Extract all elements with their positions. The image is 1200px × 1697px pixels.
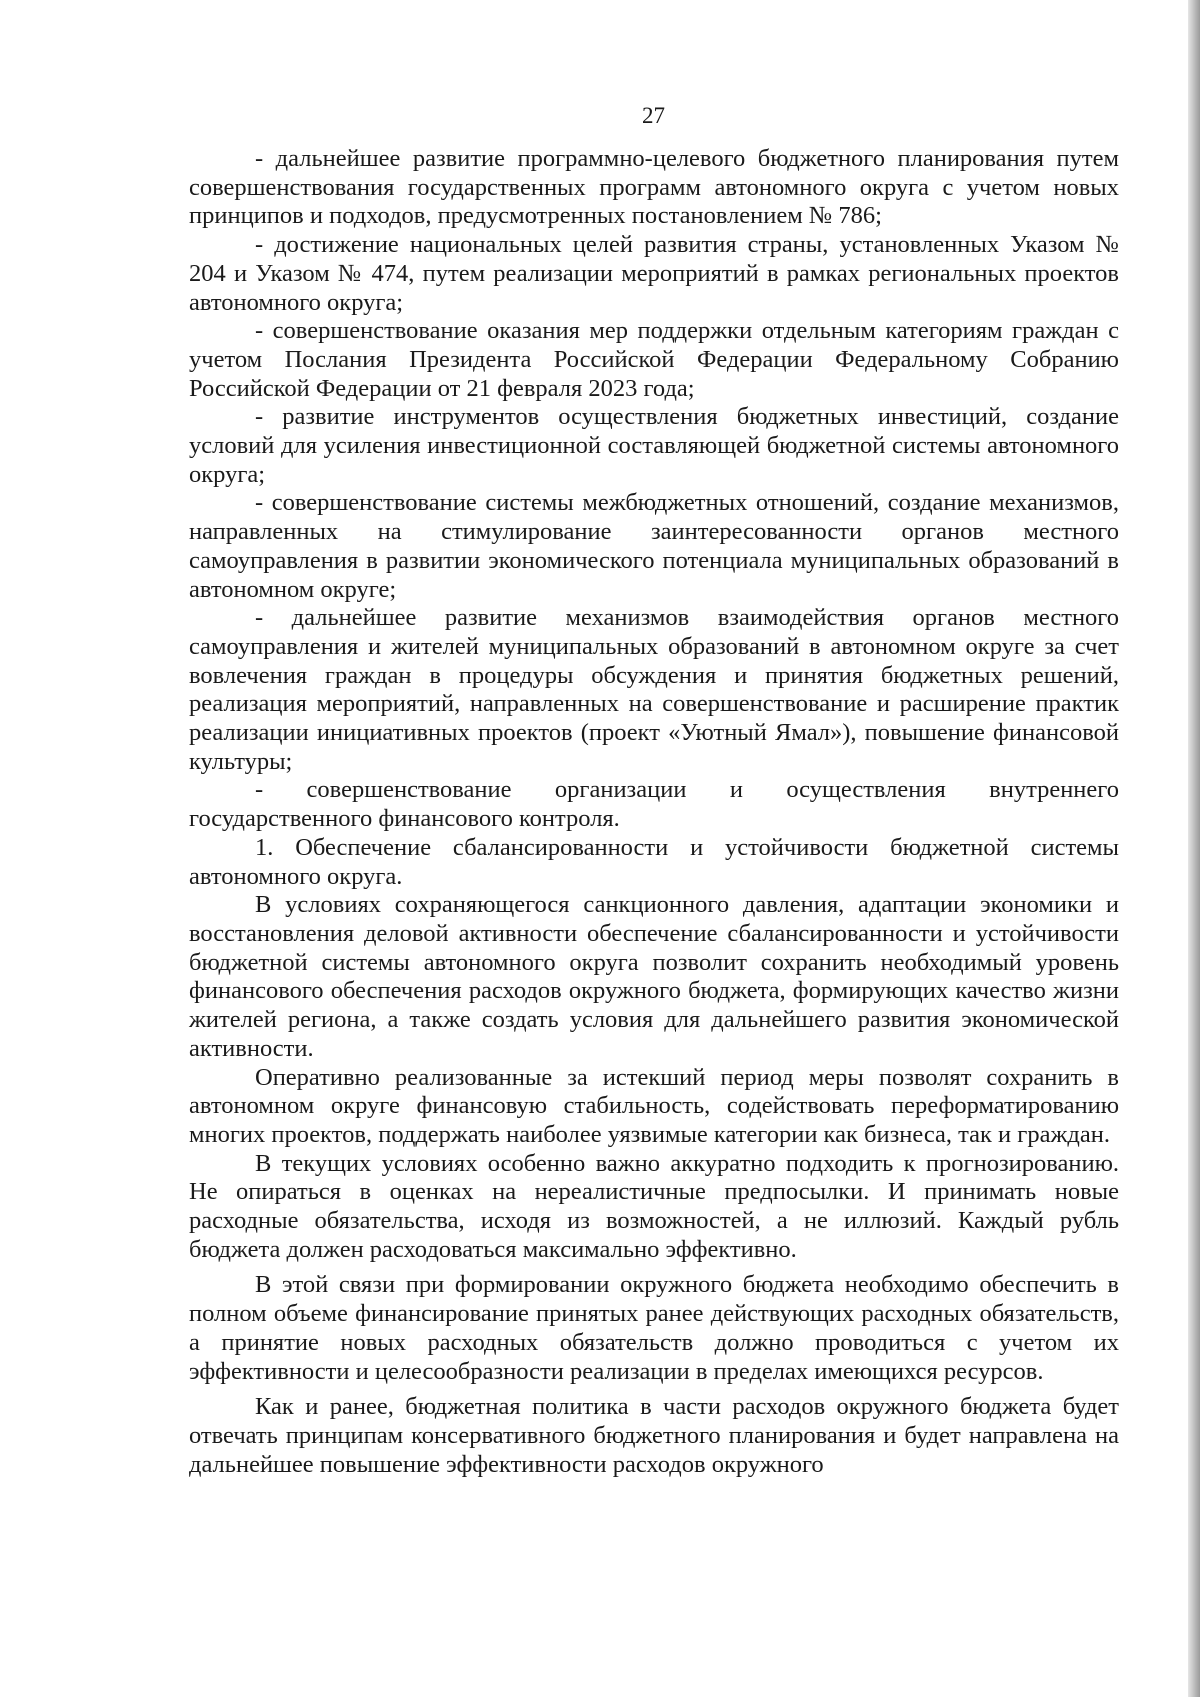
scan-page-edge [1188,0,1200,1697]
paragraph-stability-measures: Оперативно реализованные за истекший период меры позволят сохранить в автономном округе финансовую стабильность, содействовать переформатированию многих проектов, поддержать наиболее уязвимые категории как бизнеса, так и граждан. [189,1063,1119,1148]
list-item-national-goals: - достижение национальных целей развития страны, установленных Указом № 204 и Указом № 474, путем реализации мероприятий в рамках региональных проектов автономного округа; [189,231,1119,316]
list-item-interbudgetary-relations: - совершенствование системы межбюджетных отношений, создание механизмов, направленных на стимулирование заинтересованности органов местного самоуправления в развитии экономического потенциала муниципальных образований в автономном округе; [189,489,1119,603]
paragraph-obligations-financing: В этой связи при формировании окружного бюджета необходимо обеспечить в полном объеме финансирование принятых ранее действующих расходных обязательств, а принятие новых расходных обязательств должно проводиться с учетом их эффективности и целесообразности реализации в пределах имеющихся ресурсов. [189,1271,1119,1385]
paragraph-sanctions-context: В условиях сохраняющегося санкционного давления, адаптации экономики и восстановления деловой активности обеспечение сбалансированности и устойчивости бюджетной системы автономного округа позволит сохранить необходимый уровень финансового обеспечения расходов окружного бюджета, формирующих качество жизни жителей региона, а также создать условия для дальнейшего развития экономической активности. [189,891,1119,1062]
list-item-social-support: - совершенствование оказания мер поддержки отдельным категориям граждан с учетом Послания Президента Российской Федерации Федеральному Собранию Российской Федерации от 21 февраля 2023 года; [189,317,1119,402]
section-heading-balance: 1. Обеспечение сбалансированности и устойчивости бюджетной системы автономного округа. [189,833,1119,890]
paragraph-conservative-planning: Как и ранее, бюджетная политика в части расходов окружного бюджета будет отвечать принципам консервативного бюджетного планирования и будет направлена на дальнейшее повышение эффективности расходов окружного [189,1393,1119,1478]
paragraph-forecasting: В текущих условиях особенно важно аккуратно подходить к прогнозированию. Не опираться в оценках на нереалистичные предпосылки. И принимать новые расходные обязательства, исходя из возможностей, а не иллюзий. Каждый рубль бюджета должен расходоваться максимально эффективно. [189,1149,1119,1263]
list-item-citizen-participation: - дальнейшее развитие механизмов взаимодействия органов местного самоуправления и жителей муниципальных образований в автономном округе за счет вовлечения граждан в процедуры обсуждения и принятия бюджетных решений, реализация мероприятий, направленных на совершенствование и расширение практик реализации инициативных проектов (проект «Уютный Ямал»), повышение финансовой культуры; [189,604,1119,775]
page-number: 27 [642,103,665,128]
list-item-financial-control: - совершенствование организации и осуществления внутреннего государственного финансового контроля. [189,776,1119,833]
list-item-budget-investments: - развитие инструментов осуществления бюджетных инвестиций, создание условий для усиления инвестиционной составляющей бюджетной системы автономного округа; [189,403,1119,488]
list-item-program-budgeting: - дальнейшее развитие программно-целевого бюджетного планирования путем совершенствования государственных программ автономного округа с учетом новых принципов и подходов, предусмотренных постановлением № 786; [189,145,1119,230]
document-body [189,145,1119,1479]
